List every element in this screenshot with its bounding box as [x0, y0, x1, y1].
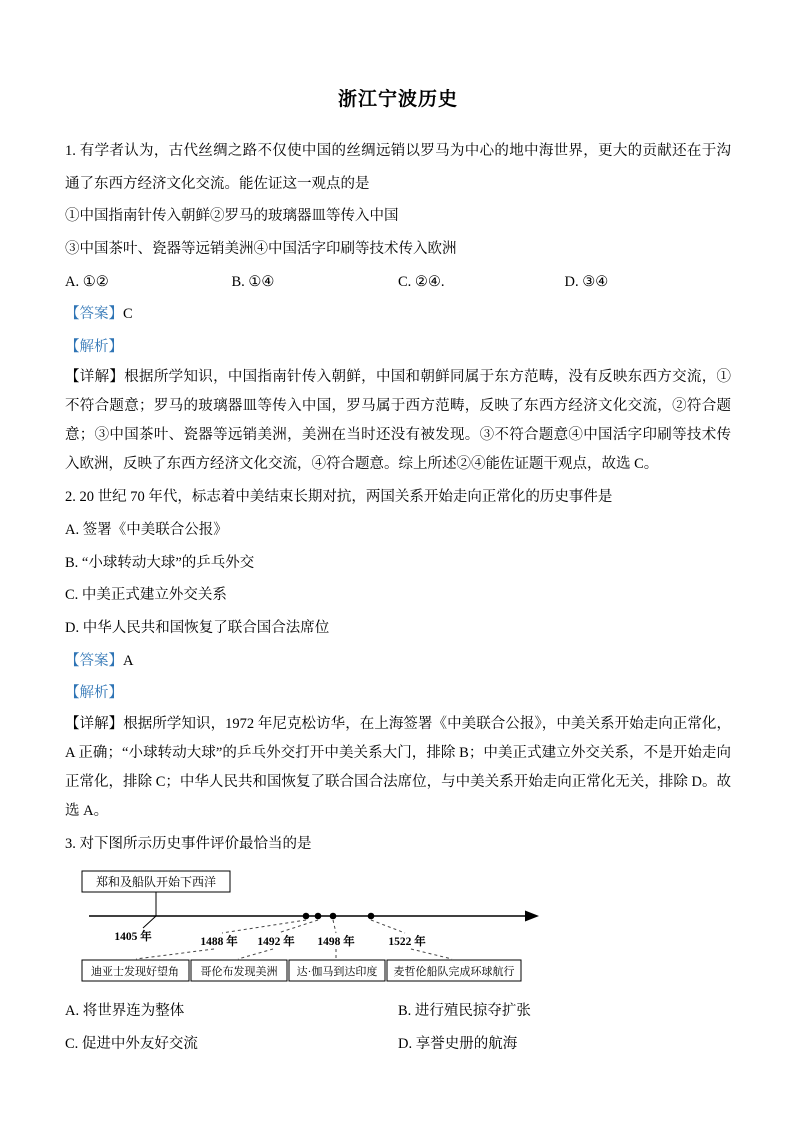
question-2-detail: 【详解】根据所学知识，1972 年尼克松访华，在上海签署《中美联合公报》，中美关系开始走向正常化，A 正确；“小球转动大球”的乒乓外交打开中美关系大门，排除 B；中美正式建立外交关系，不是开始走向正常化，排除 C；中华人民共和国恢复了联合国合法席位，与中美关系开始走向正常化无关，排除 D。故选 A。	[65, 715, 731, 819]
dash-connector	[333, 920, 336, 933]
question-3-stem: 3. 对下图所示历史事件评价最恰当的是	[65, 835, 312, 852]
question-2	[65, 481, 731, 825]
zheng-he-label: 郑和及船队开始下西洋	[95, 875, 217, 890]
year-label-1492: 1492 年	[257, 936, 295, 949]
option-b: B. ①④	[231, 273, 275, 290]
question-1-items-34: ③中国茶叶、瓷器等远销美洲④中国活字印刷等技术传入欧洲	[65, 240, 457, 257]
page-title: 浙江宁波历史	[337, 89, 458, 110]
timeline-arrowhead-icon	[525, 911, 539, 922]
question-1-items-12: ①中国指南针传入朝鲜②罗马的玻璃器皿等传入中国	[65, 208, 399, 225]
answer-value: C	[123, 306, 133, 323]
dash-connector	[136, 949, 214, 959]
option-c: C. 促进中外友好交流	[65, 1036, 198, 1052]
timeline-dot	[368, 913, 375, 920]
question-3	[65, 828, 731, 1061]
question-1-options	[65, 266, 731, 299]
year-label-1488: 1488 年	[200, 936, 238, 949]
event-label-columbus: 哥伦布发现美洲	[200, 966, 278, 979]
option-d: D. 享誉史册的航海	[398, 1036, 518, 1052]
question-1-stem: 1. 有学者认为，古代丝绸之路不仅使中国的丝绸远销以罗马为中心的地中海世界，更大的贡献还在于沟通了东西方经济文化交流。能佐证这一观点的是	[65, 143, 731, 192]
option-a: A. 签署《中美联合公报》	[65, 522, 228, 538]
question-2-answer	[65, 645, 731, 678]
question-3-options	[65, 995, 731, 1060]
question-1-answer	[65, 298, 731, 331]
question-1	[65, 135, 731, 479]
event-label-magellan: 麦哲伦船队完成环球航行	[393, 966, 515, 979]
timeline-dot	[330, 913, 337, 920]
year-label-1522: 1522 年	[388, 936, 426, 949]
option-b: B. 进行殖民掠夺扩张	[398, 1003, 531, 1020]
year-1405-tick	[143, 916, 156, 928]
timeline-dot	[315, 913, 322, 920]
question-2-analysis-label: 【解析】	[65, 685, 123, 702]
dash-connector	[411, 949, 452, 959]
answer-label: 【答案】	[65, 652, 123, 669]
dash-connector	[371, 920, 405, 933]
option-c: C. 中美正式建立外交关系	[65, 587, 227, 604]
option-d: D. 中华人民共和国恢复了联合国合法席位	[65, 619, 330, 636]
event-label-dias: 迪亚士发现好望角	[91, 966, 179, 979]
question-2-stem: 2. 20 世纪 70 年代，标志着中美结束长期对抗，两国关系开始走向正常化的历史事件是	[65, 489, 613, 506]
option-d: D. ③④	[564, 273, 609, 290]
answer-value: A	[123, 652, 134, 669]
option-a: A. ①②	[65, 273, 109, 290]
timeline-dot	[303, 913, 310, 920]
option-a: A. 将世界连为整体	[65, 1003, 185, 1020]
dash-connector	[278, 920, 318, 933]
question-1-detail: 【详解】根据所学知识，中国指南针传入朝鲜，中国和朝鲜同属于东方范畴，没有反映东西方交流，①不符合题意；罗马的玻璃器皿等传入中国，罗马属于西方范畴，反映了东西方经济文化交流，②符合题意；③中国茶叶、瓷器等远销美洲，美洲在当时还没有被发现。③不符合题意④中国活字印刷等技术传入欧洲，反映了东西方经济文化交流，④符合题意。综上所述②④能佐证题干观点，故选 C。	[65, 369, 731, 473]
question-1-analysis-label: 【解析】	[65, 338, 123, 355]
year-label-1498: 1498 年	[317, 936, 355, 949]
timeline-diagram	[81, 870, 731, 989]
dash-connector	[238, 949, 273, 959]
question-2-options	[65, 514, 731, 645]
year-label-1405: 1405 年	[114, 931, 152, 944]
timeline-svg	[81, 870, 543, 984]
option-b: B. “小球转动大球”的乒乓外交	[65, 554, 255, 571]
option-c: C. ②④.	[398, 273, 445, 290]
answer-label: 【答案】	[65, 306, 123, 323]
event-label-dagama: 达·伽马到达印度	[296, 966, 378, 979]
dash-connector	[222, 920, 306, 933]
